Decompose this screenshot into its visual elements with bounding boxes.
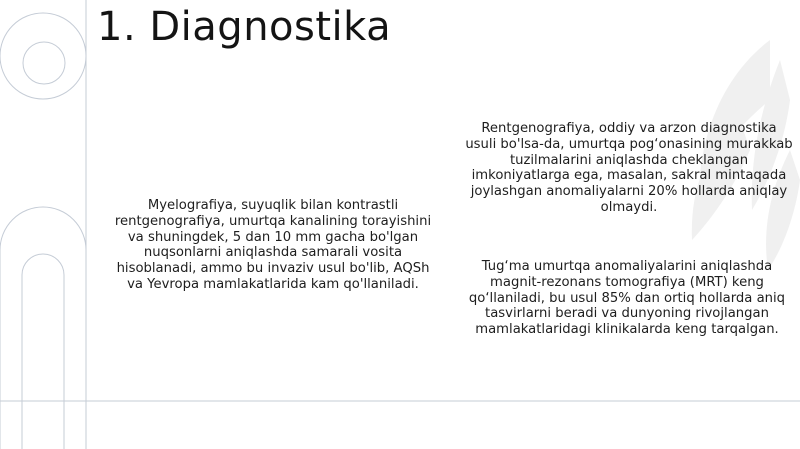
top-circle-small [23,42,65,84]
myelography-paragraph: Myelografiya, suyuqlik bilan kontrastli rentgenografiya, umurtqa kanalining torayishini va shuningdek, 5 dan 10 mm gacha bo'lgan nuqsonlarni aniqlashda samarali vosita hisoblanadi, ammo bu invaziv usul bo'lib, AQSh va Yevropa mamlakatlarida kam qo'llaniladi. [114,198,432,292]
arch-outer [0,207,86,449]
radiography-paragraph: Rentgenografiya, oddiy va arzon diagnostika usuli bo'lsa-da, umurtqa pog‘onasining murakkab tuzilmalarini aniqlashda cheklangan imkoniyatlarga ega, masalan, sakral mintaqada joylashgan anomaliyalarni 20% hollarda aniqlay olmaydi. [465,121,793,215]
slide-title: 1. Diagnostika [97,4,392,50]
arch-inner [22,254,64,449]
mri-paragraph: Tug‘ma umurtqa anomaliyalarini aniqlashda magnit-rezonans tomografiya (MRT) keng qo‘llaniladi, bu usul 85% dan ortiq hollarda aniq tasvirlarni beradi va dunyoning rivojlangan mamlakatlaridagi klinikalarda keng tarqalgan. [468,259,786,338]
top-circle-large [0,13,86,99]
